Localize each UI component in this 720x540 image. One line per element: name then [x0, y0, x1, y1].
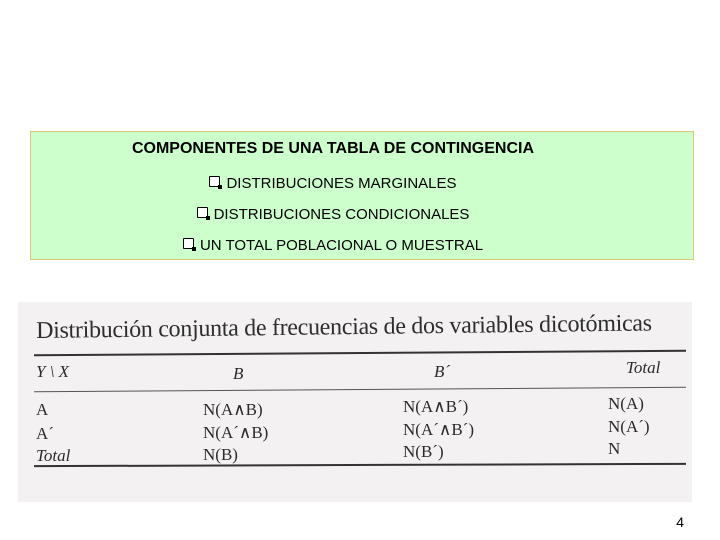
column-header-b: B [233, 364, 244, 383]
cell-total-b: N(B) [203, 445, 238, 464]
cell-total-b-prime: N(B´) [403, 442, 444, 461]
components-box [30, 131, 694, 260]
page-number: 4 [676, 514, 684, 530]
cell-a-prime-b: N(A´∧B) [203, 423, 269, 442]
row-label-a-prime: A´ [36, 424, 54, 443]
bullet-item-total [31, 237, 695, 254]
cell-a-b: N(A∧B) [203, 400, 263, 419]
cell-a-prime-b-prime: N(A´∧B´) [403, 420, 474, 439]
bullet-item-label: DISTRIBUCIONES MARGINALES [226, 175, 457, 192]
table-bottom-rule [34, 463, 686, 467]
table-top-rule [34, 350, 686, 357]
cell-a-b-prime: N(A∧B´) [403, 397, 469, 416]
bullet-item-conditional [31, 206, 695, 223]
row-label-a: A [36, 400, 49, 419]
bullet-item-label: DISTRIBUCIONES CONDICIONALES [213, 206, 470, 223]
bullet-item-label: UN TOTAL POBLACIONAL O MUESTRAL [199, 237, 484, 254]
bullet-item-marginal [31, 175, 695, 192]
checkbox-bullet-icon [197, 207, 208, 218]
corner-header: Y \ X [36, 362, 70, 381]
cell-a-total: N(A) [608, 394, 644, 413]
components-title: COMPONENTES DE UNA TABLA DE CONTINGENCIA [131, 140, 535, 157]
cell-grand-total: N [608, 439, 621, 458]
column-header-b-prime: B´ [434, 362, 451, 381]
table-title: Distribución conjunta de frecuencias de dos variables dicotómicas [36, 310, 652, 344]
cell-a-prime-total: N(A´) [608, 417, 650, 436]
table-header-rule [34, 387, 686, 393]
column-header-total: Total [626, 358, 661, 377]
checkbox-bullet-icon [183, 238, 194, 249]
scanned-contingency-table [18, 302, 692, 502]
row-label-total: Total [36, 446, 71, 465]
checkbox-bullet-icon [209, 176, 220, 187]
